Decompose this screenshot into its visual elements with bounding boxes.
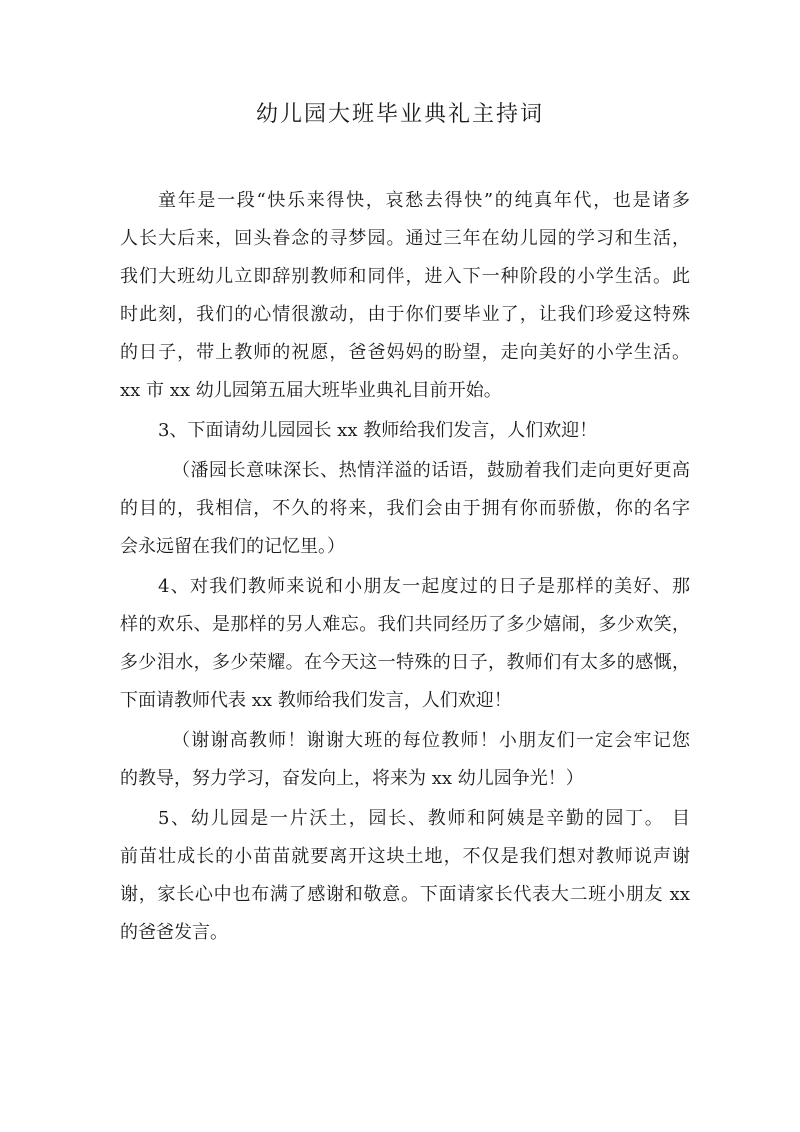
paragraph-item-3 [120, 412, 690, 450]
text-line: 的目的，我相信，不久的将来，我们会由于拥有你而骄傲，你的名字 [120, 498, 690, 519]
text-line: 我们大班幼儿立即辞别教师和同伴，进入下一种阶段的小学生活。此 [120, 266, 690, 287]
text-line: 会永远留在我们的记忆里。） [120, 536, 345, 557]
text-line: 3、下面请幼儿园园长 xx 教师给我们发言，人们欢迎！ [158, 420, 598, 441]
text-line: 谢，家长心中也布满了感谢和敬意。下面请家长代表大二班小朋友 xx [120, 884, 690, 905]
text-line: 的爸爸发言。 [120, 922, 228, 943]
paragraph-note-2 [120, 722, 690, 798]
text-line: 5、幼儿园是一片沃土，园长、教师和阿姨是辛勤的园丁。 目 [158, 808, 690, 829]
text-line: 前苗壮成长的小苗苗就要离开这块土地，不仅是我们想对教师说声谢 [120, 846, 690, 867]
text-line: 多少泪水，多少荣耀。在今天这一特殊的日子，教师们有太多的感慨， [120, 652, 690, 673]
text-line: xx 市 xx 幼儿园第五届大班毕业典礼目前开始。 [120, 380, 502, 401]
text-line: 人长大后来，回头眷念的寻梦园。通过三年在幼儿园的学习和生活， [120, 228, 690, 249]
text-line: 的教导，努力学习，奋发向上，将来为 xx 幼儿园争光！） [120, 768, 584, 789]
text-line: （潘园长意味深长、热情洋溢的话语，鼓励着我们走向更好更高 [172, 460, 690, 481]
text-line: 的日子，带上教师的祝愿，爸爸妈妈的盼望，走向美好的小学生活。 [120, 342, 690, 363]
text-line: 4、对我们教师来说和小朋友一起度过的日子是那样的美好、那 [158, 576, 690, 597]
text-line: （谢谢高教师！谢谢大班的每位教师！小朋友们一定会牢记您 [172, 730, 690, 751]
document-title: 幼儿园大班毕业典礼主持词 [255, 102, 544, 127]
paragraph-intro [120, 182, 690, 410]
paragraph-note-1 [120, 452, 690, 566]
text-line: 童年是一段“快乐来得快，哀愁去得快”的纯真年代，也是诸多 [158, 190, 690, 211]
text-line: 时此刻，我们的心情很激动，由于你们要毕业了，让我们珍爱这特殊 [120, 304, 690, 325]
paragraph-item-5 [120, 800, 690, 952]
paragraph-item-4 [120, 568, 690, 720]
document-body [120, 182, 690, 952]
text-line: 样的欢乐、是那样的另人难忘。我们共同经历了多少嬉闹，多少欢笑， [120, 614, 690, 635]
text-line: 下面请教师代表 xx 教师给我们发言，人们欢迎！ [120, 690, 512, 711]
